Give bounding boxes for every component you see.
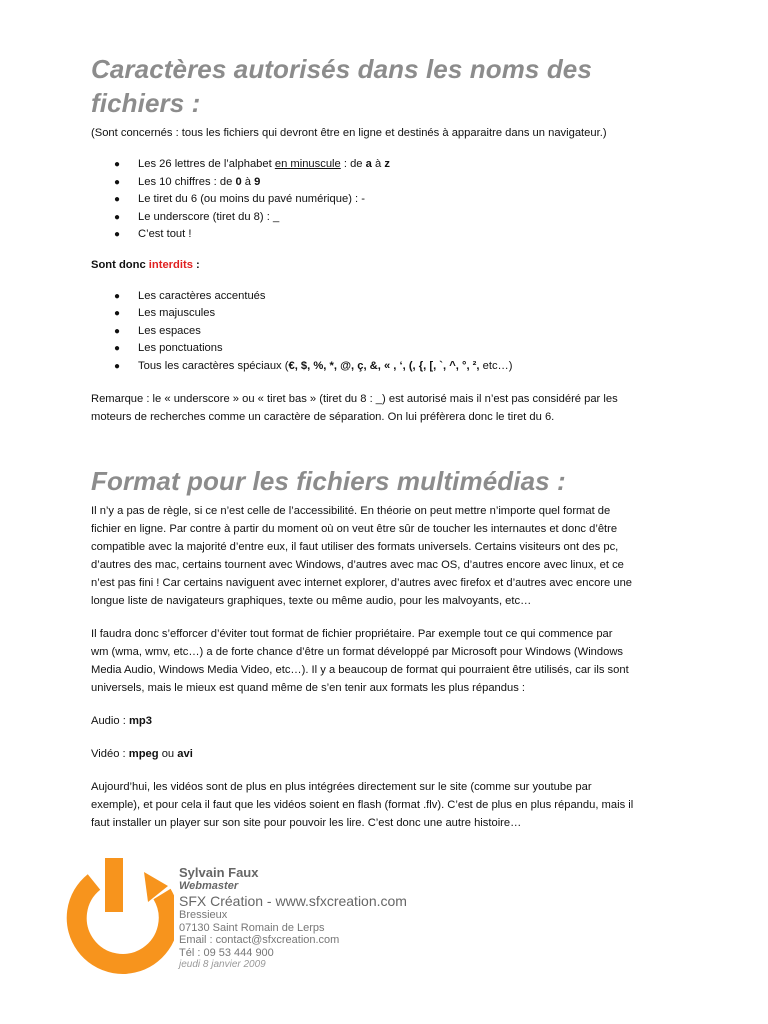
- allowed-list: [91, 156, 681, 244]
- power-logo-icon: [56, 852, 174, 974]
- bullet-icon: ●: [114, 360, 121, 372]
- list-item: ● Les espaces: [91, 323, 681, 341]
- bullet-icon: ●: [114, 308, 121, 319]
- video-format-line: Vidéo : mpeg ou avi: [91, 748, 193, 760]
- section-title-allowed-characters: Caractères autorisés dans les noms des fichiers :: [91, 54, 592, 118]
- list-item: ● Les 26 lettres de l’alphabet en minuscule : de a à z: [91, 156, 681, 174]
- bullet-icon: ●: [114, 229, 121, 240]
- bullet-icon: ●: [114, 290, 121, 302]
- company-line: SFX Création - www.sfxcreation.com: [179, 893, 407, 909]
- bullet-icon: ●: [114, 343, 121, 354]
- forbidden-list: [91, 288, 681, 376]
- paragraph-flash-video: Aujourd’hui, les vidéos sont de plus en plus intégrées directement sur le site (comme sur youtube par exemple), et pour cela il faut que les vidéos soient en flash (format .flv). C’est de plus en plus répandu, mais il faut installer un player sur son site pour pouvoir les lire. C’est donc une autre histoire…: [91, 781, 634, 829]
- list-item: ● Le underscore (tiret du 8) : _: [91, 209, 681, 227]
- audio-format-line: Audio : mp3: [91, 715, 152, 727]
- bullet-icon: ●: [114, 325, 121, 337]
- list-item: ● Les majuscules: [91, 305, 681, 323]
- list-item: ● Le tiret du 6 (ou moins du pavé numérique) : -: [91, 191, 681, 209]
- bullet-icon: ●: [114, 176, 121, 188]
- section-title-multimedia-formats: Format pour les fichiers multimédias :: [91, 466, 566, 496]
- bullet-icon: ●: [114, 211, 121, 223]
- remark-paragraph: Remarque : le « underscore » ou « tiret bas » (tiret du 8 : _) est autorisé mais il n’est pas considéré par les moteurs de recherches comme un caractère de séparation. On lui préfèrera donc le tiret du 6.: [91, 393, 618, 423]
- city: Bressieux: [179, 909, 228, 921]
- list-item: ● Tous les caractères spéciaux (€, $, %, *, @, ç, &, « , ‘, (, {, [, `, ^, °, ², etc…): [91, 358, 681, 376]
- signature-block: [179, 865, 407, 971]
- list-item: ● Les 10 chiffres : de 0 à 9: [91, 174, 681, 192]
- list-item: ● C’est tout !: [91, 226, 681, 244]
- bullet-icon: ●: [114, 159, 121, 170]
- document-body: [91, 52, 681, 832]
- author-role: Webmaster: [179, 880, 239, 892]
- address: 07130 Saint Romain de Lerps: [179, 921, 325, 934]
- paragraph-proprietary: Il faudra donc s’efforcer d’éviter tout format de fichier propriétaire. Par exemple tout ce qui commence par wm (wma, wmv, etc…) a de forte chance d’être un format développé par Microsoft pour Windows (Windows Media Audio, Windows Media Video, etc…). Il y a beaucoup de format qui pourraient être utilisés, car ils sont universels, mais le mieux est quand même de s’en tenir aux formats les plus répandus :: [91, 628, 629, 694]
- scope-note: (Sont concernés : tous les fichiers qui devront être en ligne et destinés à apparaitre dans un navigateur.): [91, 127, 607, 139]
- list-item: ● Les ponctuations: [91, 340, 681, 358]
- author-name: Sylvain Faux: [179, 865, 259, 880]
- bullet-icon: ●: [114, 194, 121, 205]
- paragraph-accessibility: Il n’y a pas de règle, si ce n’est celle de l’accessibilité. En théorie on peut mettre n’importe quel format de fichier en ligne. Par contre à partir du moment où on veut être sûr de toucher les internautes et donc d’être compatible avec la majorité d’entre eux, il faut utiliser des formats universels. Certains visiteurs ont des pc, d’autres des mac, certains tournent avec Windows, d’autres avec mac OS, d’autres encore avec linux, et ce n’est pas fini ! Car certains naviguent avec internet explorer, d’autres avec firefox et d’autres avec encore une longue liste de navigateurs graphiques, texte ou même audio, pour les malvoyants, etc…: [91, 505, 633, 607]
- forbidden-label: Sont donc interdits :: [91, 258, 200, 271]
- email: Email : contact@sfxcreation.com: [179, 934, 340, 946]
- document-date: jeudi 8 janvier 2009: [179, 959, 266, 970]
- phone: Tél : 09 53 444 900: [179, 946, 274, 959]
- list-item: ● Les caractères accentués: [91, 288, 681, 306]
